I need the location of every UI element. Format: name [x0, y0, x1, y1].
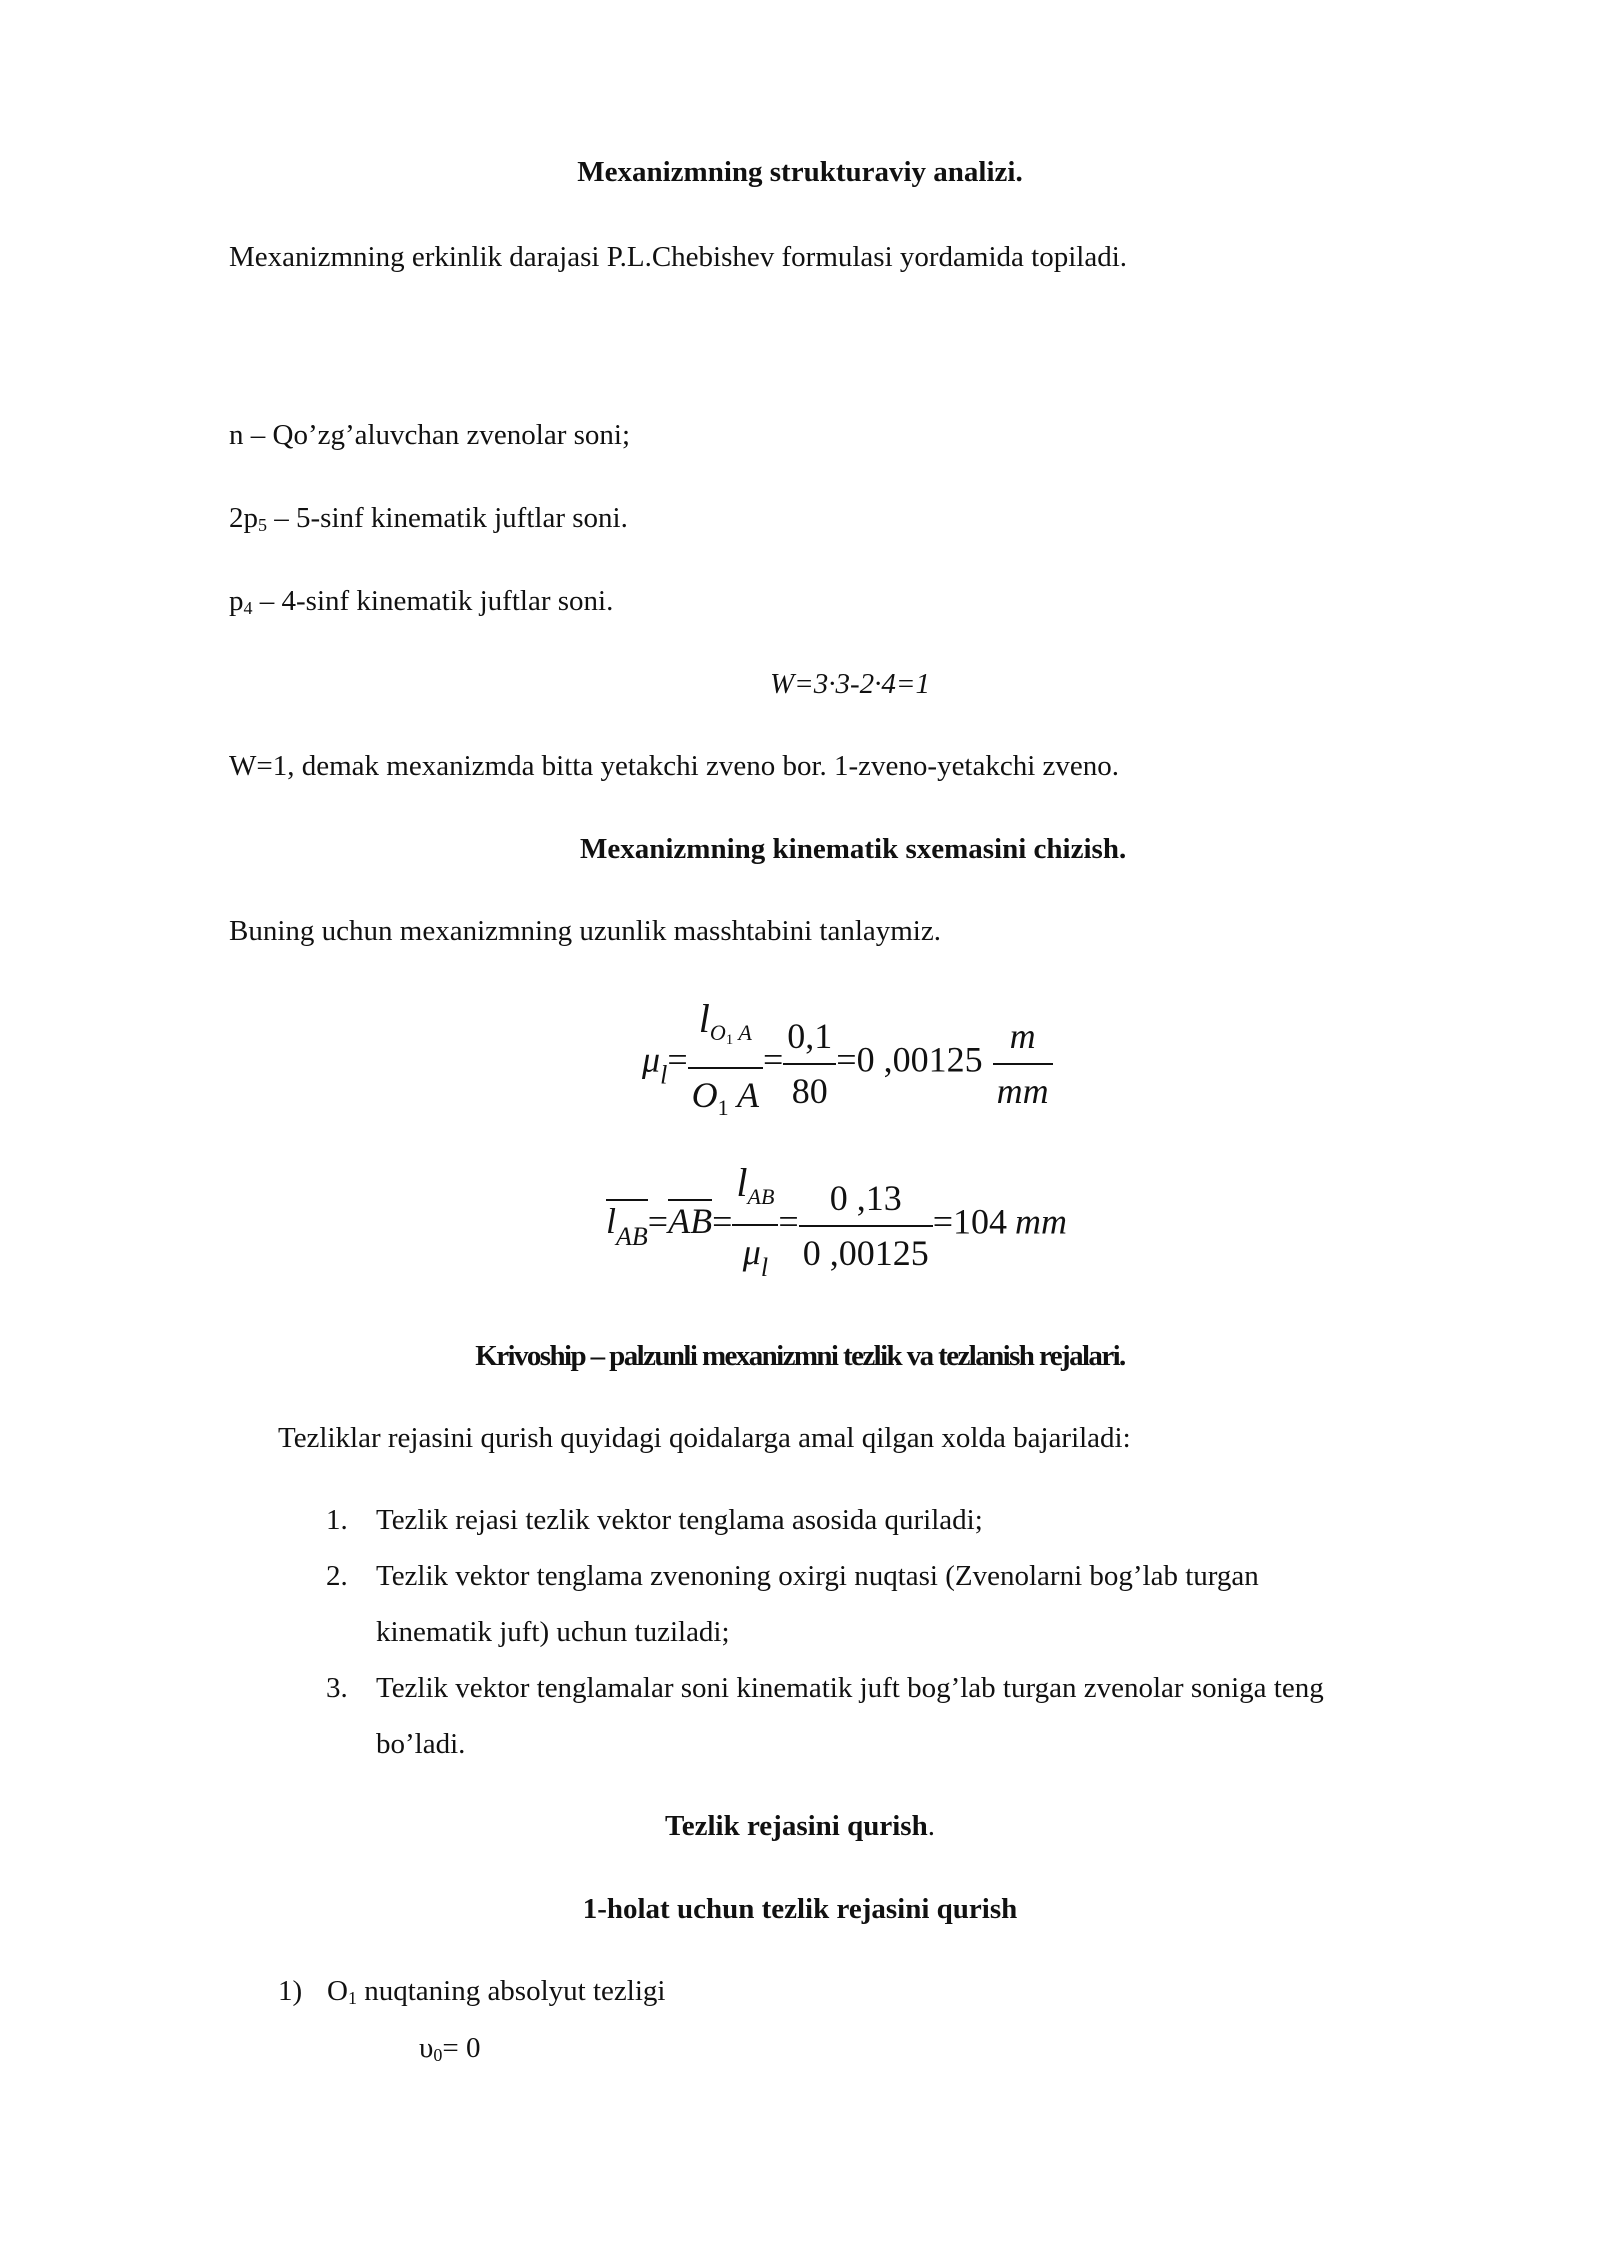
velocity-plan-heading-dot: .: [927, 1810, 935, 1842]
mu-symbol: μ: [642, 1039, 661, 1080]
step-1-description: nuqtaning absolyut tezligi: [356, 1975, 666, 2007]
section-heading-velocity-plans: Krivoship – palzunli mexanizmni tezlik va tezlanish rejalari.: [475, 1340, 1125, 1372]
p4-description: – 4-sinf kinematik juftlar soni.: [252, 585, 614, 617]
fraction-o1a: [688, 994, 763, 1132]
section-heading-kinematic-scheme: Mexanizmning kinematik sxemasini chizish.: [580, 833, 1127, 865]
fraction-numeric: [799, 1173, 933, 1277]
section-heading-velocity-plan: [0, 1808, 1600, 1844]
fraction-lab-mu: [732, 1158, 778, 1292]
denominator-80: 80: [791, 1071, 828, 1111]
o-subscript: 1: [717, 1095, 729, 1120]
o1-subscript: 1: [347, 1988, 357, 2008]
rules-intro-paragraph: Tezliklar rejasini qurish quyidagi qoidalarga amal qilgan xolda bajariladi:: [278, 1422, 1131, 1454]
a-symbol: A: [728, 1075, 759, 1115]
unit-m: m: [993, 1011, 1053, 1065]
o-symbol: O: [691, 1075, 718, 1115]
velocity-plan-heading-text: Tezlik rejasini qurish: [665, 1810, 928, 1842]
rule-3-line-1: Tezlik vektor tenglamalar soni kinematik juft bog’lab turgan zvenolar soniga teng: [376, 1672, 1324, 1704]
definition-p4: [229, 583, 613, 619]
scale-value: =0 ,00125: [836, 1039, 983, 1080]
upsilon-symbol: υ: [419, 2032, 434, 2064]
step-1-text: [327, 1973, 665, 2009]
w-formula: W=3·3-2·4=1: [770, 668, 930, 700]
rule-2-line-2: kinematik juft) uchun tuziladi;: [376, 1616, 730, 1648]
numerator-0-1: 0,1: [783, 1011, 836, 1065]
denominator-0-00125: 0 ,00125: [802, 1233, 929, 1273]
o1a-subscript-o: O: [709, 1020, 726, 1045]
upsilon-subscript: 0: [433, 2045, 443, 2065]
rule-3-line-2: bo’ladi.: [376, 1728, 466, 1760]
rule-1-line-1: Tezlik rejasi tezlik vektor tenglama asosida quriladi;: [376, 1504, 983, 1536]
p5-description: – 5-sinf kinematik juftlar soni.: [267, 502, 628, 534]
o1-symbol: O: [327, 1975, 348, 2007]
ab-length-equation: [606, 1158, 1067, 1292]
rule-1-number: 1.: [326, 1504, 348, 1536]
lab-subscript: AB: [747, 1184, 775, 1209]
rule-2-line-1: Tezlik vektor tenglama zvenoning oxirgi nuqtasi (Zvenolarni bog’lab turgan: [376, 1560, 1259, 1592]
unit-fraction: [993, 1011, 1053, 1115]
section-heading-position-1: 1-holat uchun tezlik rejasini qurish: [582, 1893, 1018, 1925]
section-heading-structural-analysis: Mexanizmning strukturaviy analizi.: [577, 156, 1023, 188]
p5-symbol: 2p: [229, 502, 258, 534]
p4-subscript: 4: [243, 598, 253, 618]
scale-intro-paragraph: Buning uchun mexanizmning uzunlik masshtabini tanlaymiz.: [229, 915, 941, 947]
mu-subscript: l: [760, 1253, 769, 1282]
o1a-subscript-1: 1: [725, 1032, 734, 1048]
l-symbol: l: [606, 1201, 617, 1242]
unit-mm: mm: [1015, 1201, 1068, 1242]
definition-n: n – Qo’zg’aluvchan zvenolar soni;: [229, 419, 631, 451]
v0-value: = 0: [442, 2032, 481, 2064]
l-ab-overline: [606, 1199, 648, 1252]
scale-equation: [642, 994, 1053, 1132]
mu-symbol: μ: [742, 1232, 761, 1272]
rule-3-number: 3.: [326, 1672, 348, 1704]
equals-sign-2: =: [762, 1039, 784, 1080]
numerator-0-13: 0 ,13: [799, 1173, 933, 1227]
equals-sign-3: =: [778, 1201, 799, 1242]
o1a-subscript-a: A: [733, 1020, 752, 1045]
rule-2-number: 2.: [326, 1560, 348, 1592]
ab-value: =104: [932, 1201, 1008, 1242]
l-ab-subscript: AB: [616, 1222, 648, 1252]
equals-sign: =: [647, 1201, 669, 1242]
mu-subscript: l: [660, 1060, 668, 1090]
ab-overline: AB: [668, 1201, 713, 1242]
step-1-number: 1): [278, 1975, 303, 2007]
unit-mm: mm: [996, 1071, 1049, 1111]
definition-p5: [229, 500, 628, 536]
w-result-paragraph: W=1, demak mexanizmda bitta yetakchi zveno bor. 1-zveno-yetakchi zveno.: [229, 750, 1120, 782]
p4-symbol: p: [229, 585, 244, 617]
v0-equation: [419, 2030, 480, 2066]
intro-paragraph: Mexanizmning erkinlik darajasi P.L.Chebishev formulasi yordamida topiladi.: [229, 241, 1128, 273]
equals-sign: =: [667, 1039, 688, 1080]
fraction-numeric: [783, 1011, 836, 1115]
equals-sign-2: =: [712, 1201, 733, 1242]
l-symbol-2: l: [736, 1160, 748, 1205]
p5-subscript: 5: [258, 515, 267, 535]
l-symbol: l: [698, 996, 710, 1041]
